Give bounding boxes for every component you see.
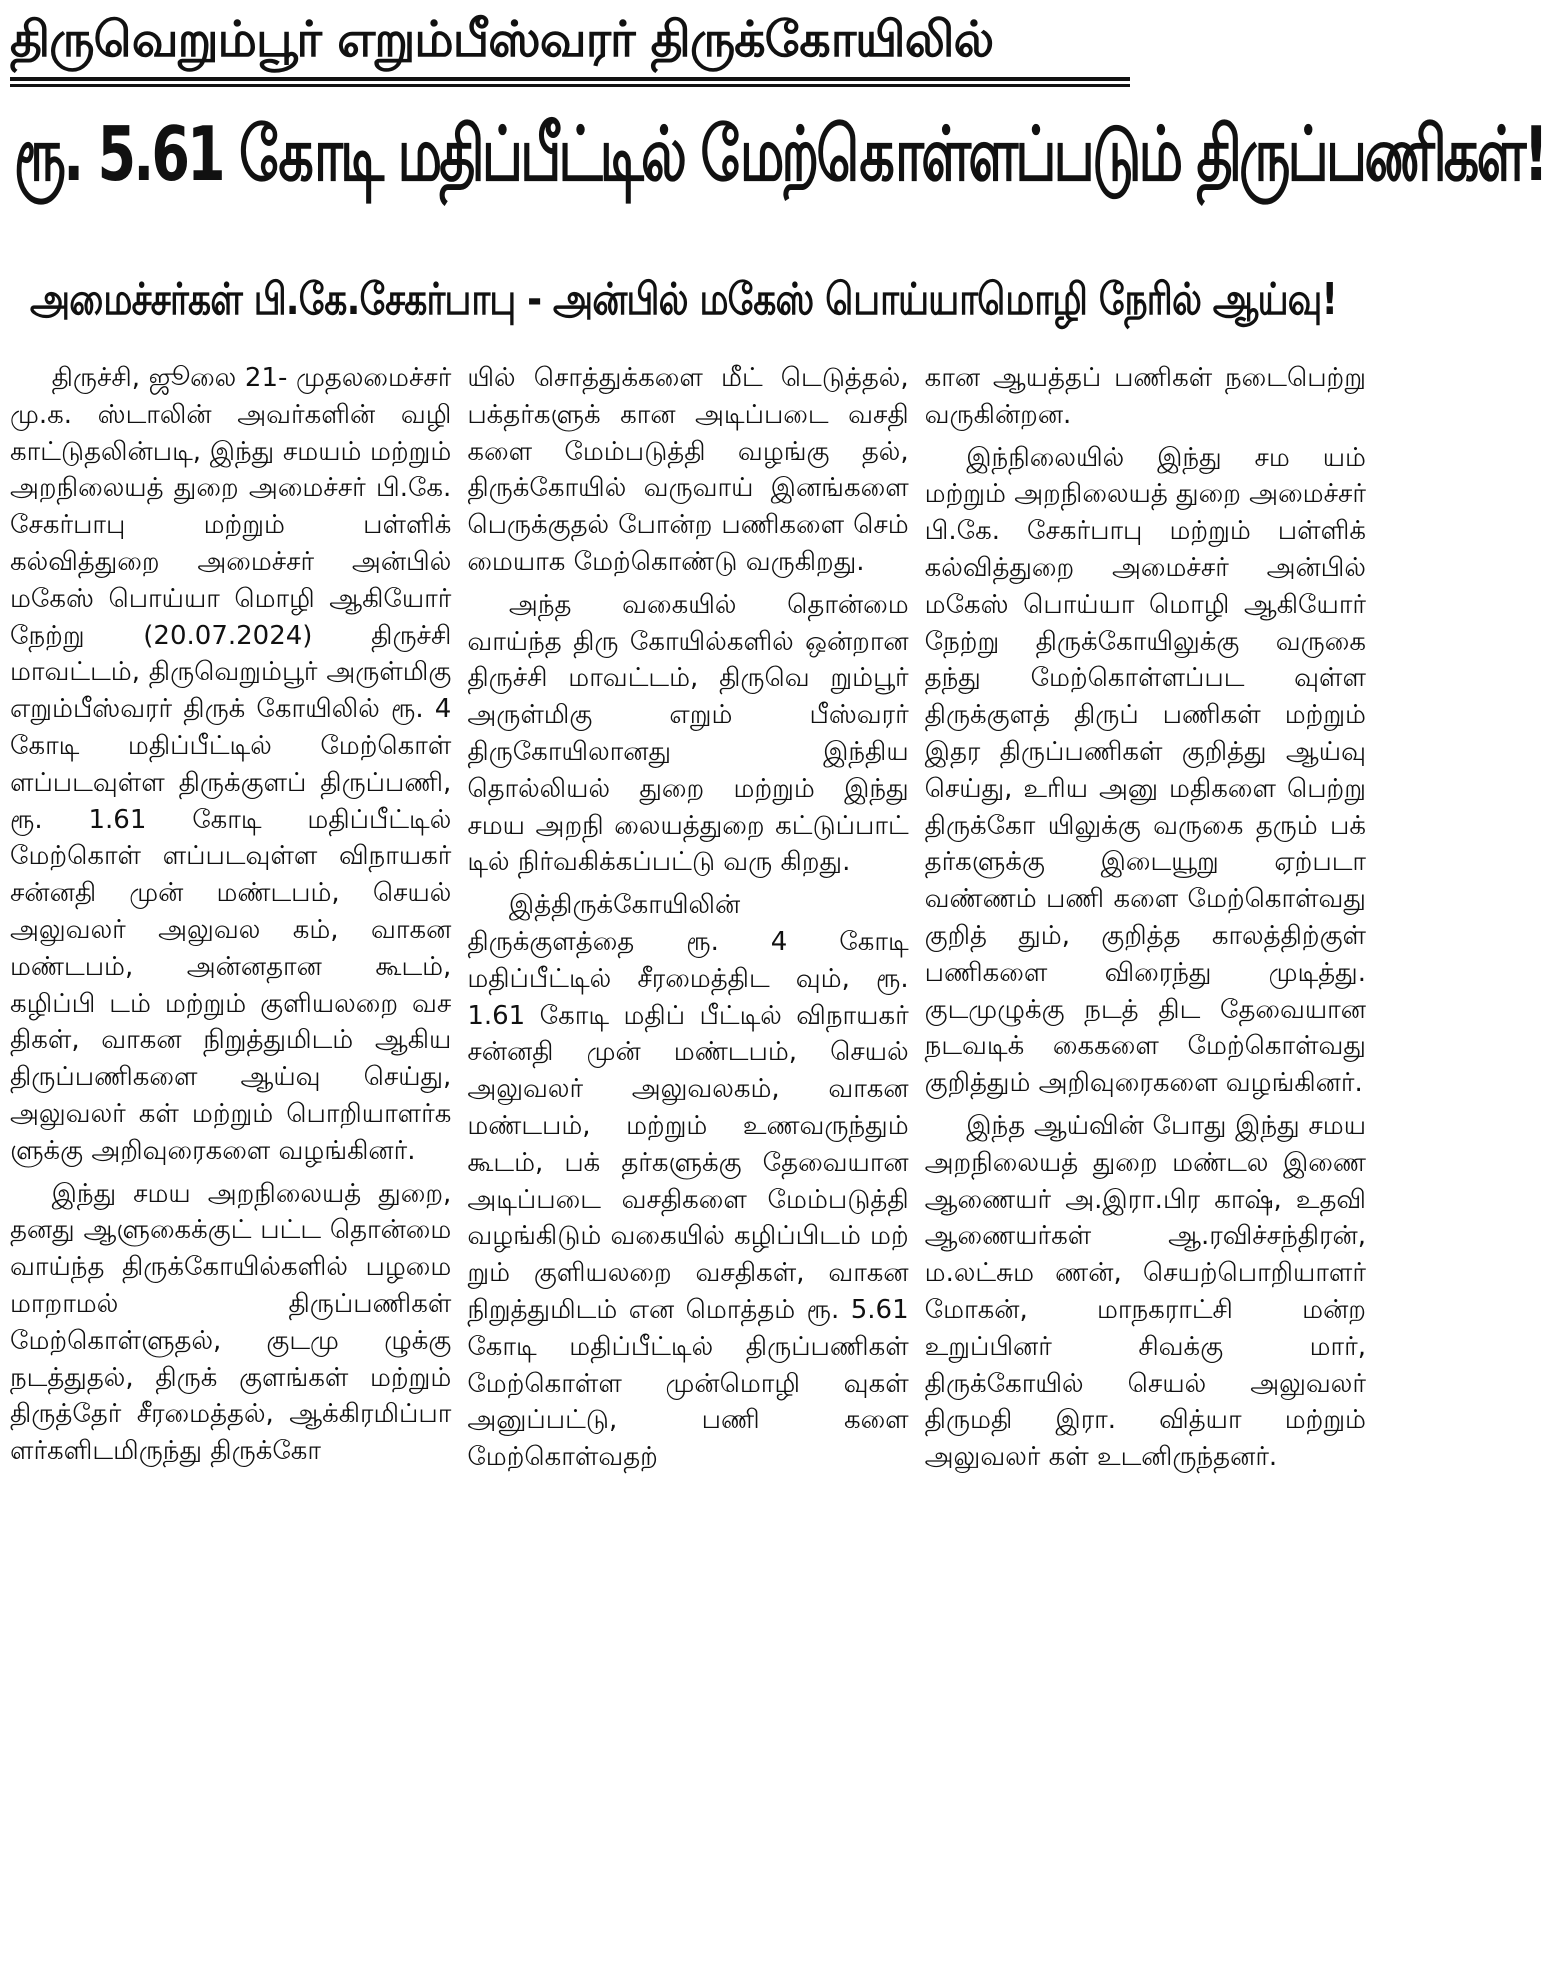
paragraph: இந்த ஆய்வின் போது இந்து சமய அறநிலையத் துறை மண்டல இணை ஆணையர் அ.இரா.பிர காஷ், உதவி ஆணையர்கள் ஆ.ரவிச்சந்திரன், ம.லட்சும ணன், செயற்பொறியாளர் மோகன், மாநகராட்சி மன்ற உறுப்பினர் சிவக்கு மார், திருக்கோயில் செயல் அலுவலர் திருமதி இரா. வித்யா மற்றும் அலுவலர் கள் உடனிருந்தனர். bbox=[924, 1110, 1366, 1473]
article-column-2 bbox=[467, 360, 908, 1970]
paragraph: திருச்சி, ஜூலை 21- முதலமைச்சர் மு.க. ஸ்டாலின் அவர்களின் வழி காட்டுதலின்படி, இந்து சமயம் மற்றும் அறநிலையத் துறை அமைச்சர் பி.கே. சேகர்பாபு மற்றும் பள்ளிக் கல்வித்துறை அமைச்சர் அன்பில் மகேஸ் பொய்யா மொழி ஆகியோர் நேற்று (20.07.2024) திருச்சி மாவட்டம், திருவெறும்பூர் அருள்மிகு எறும்பீஸ்வரர் திருக் கோயிலில் ரூ. 4 கோடி மதிப்பீட்டில் மேற்கொள் ளப்படவுள்ள திருக்குளப் திருப்பணி, ரூ. 1.61 கோடி மதிப்பீட்டில் மேற்கொள் ளப்படவுள்ள விநாயகர் சன்னதி முன் மண்டபம், செயல் அலுவலர் அலுவல கம், வாகன மண்டபம், அன்னதான கூடம், கழிப்பி டம் மற்றும் குளியலறை வச திகள், வாகன நிறுத்துமிடம் ஆகிய திருப்பணிகளை ஆய்வு செய்து, அலுவலர் கள் மற்றும் பொறியாளர்க ளுக்கு அறிவுரைகளை வழங்கினர். bbox=[10, 363, 452, 1166]
main-headline: ரூ. 5.61 கோடி மதிப்பீட்டில் மேற்கொள்ளப்படும் திருப்பணிகள்! bbox=[14, 110, 1546, 198]
paragraph: இத்திருக்கோயிலின் திருக்குளத்தை ரூ. 4 கோடி மதிப்பீட்டில் சீரமைத்திட வும், ரூ. 1.61 கோடி மதிப் பீட்டில் விநாயகர் சன்னதி முன் மண்டபம், செயல் அலுவலர் அலுவலகம், வாகன மண்டபம், மற்றும் உணவருந்தும் கூடம், பக் தர்களுக்கு தேவையான அடிப்படை வசதிகளை மேம்படுத்தி வழங்கிடும் வகையில் கழிப்பிடம் மற் றும் குளியலறை வசதிகள், வாகன நிறுத்துமிடம் என மொத்தம் ரூ. 5.61 கோடி மதிப்பீட்டில் திருப்பணிகள் மேற்கொள்ள முன்மொழி வுகள் அனுப்பட்டு, பணி களை மேற்கொள்வதற் bbox=[467, 890, 909, 1473]
paragraph: கான ஆயத்தப் பணிகள் நடைபெற்று வருகின்றன. bbox=[924, 363, 1366, 430]
kicker-underline-second bbox=[10, 84, 1130, 87]
article-column-1 bbox=[10, 360, 451, 1970]
article-body bbox=[10, 360, 1366, 1970]
sub-headline: அமைச்சர்கள் பி.கே.சேகர்பாபு - அன்பில் மகேஸ் பொய்யாமொழி நேரில் ஆய்வு! bbox=[30, 274, 1338, 325]
paragraph: அந்த வகையில் தொன்மை வாய்ந்த திரு கோயில்களில் ஒன்றான திருச்சி மாவட்டம், திருவெ றும்பூர் அருள்மிகு எறும் பீஸ்வரர் திருகோயிலானது இந்திய தொல்லியல் துறை மற்றும் இந்து சமய அறநி லையத்துறை கட்டுப்பாட் டில் நிர்வகிக்கப்பட்டு வரு கிறது. bbox=[467, 589, 909, 878]
kicker-headline: திருவெறும்பூர் எறும்பீஸ்வரர் திருக்கோயிலில் bbox=[10, 11, 994, 68]
kicker-underline bbox=[10, 77, 1130, 81]
article-column-3 bbox=[925, 360, 1366, 1970]
paragraph: இந்து சமய அறநிலையத் துறை, தனது ஆளுகைக்குட் பட்ட தொன்மை வாய்ந்த திருக்கோயில்களில் பழமை மாறாமல் திருப்பணிகள் மேற்கொள்ளுதல், குடமு ழுக்கு நடத்துதல், திருக் குளங்கள் மற்றும் திருத்தேர் சீரமைத்தல், ஆக்கிரமிப்பா ளர்களிடமிருந்து திருக்கோ bbox=[10, 1178, 452, 1467]
paragraph: யில் சொத்துக்களை மீட் டெடுத்தல், பக்தர்களுக் கான அடிப்படை வசதி களை மேம்படுத்தி வழங்கு தல், திருக்கோயில் வருவாய் இனங்களை பெருக்குதல் போன்ற பணிகளை செம் மையாக மேற்கொண்டு வருகிறது. bbox=[467, 363, 909, 577]
paragraph: இந்நிலையில் இந்து சம யம் மற்றும் அறநிலையத் துறை அமைச்சர் பி.கே. சேகர்பாபு மற்றும் பள்ளிக் கல்வித்துறை அமைச்சர் அன்பில் மகேஸ் பொய்யா மொழி ஆகியோர் நேற்று திருக்கோயிலுக்கு வருகை தந்து மேற்கொள்ளப்பட வுள்ள திருக்குளத் திருப் பணிகள் மற்றும் இதர திருப்பணிகள் குறித்து ஆய்வு செய்து, உரிய அனு மதிகளை பெற்று திருக்கோ யிலுக்கு வருகை தரும் பக் தர்களுக்கு இடையூறு ஏற்படா வண்ணம் பணி களை மேற்கொள்வது குறித் தும், குறித்த காலத்திற்குள் பணிகளை விரைந்து முடித்து. குடமுழுக்கு நடத் திட தேவையான நடவடிக் கைகளை மேற்கொள்வது குறித்தும் அறிவுரைகளை வழங்கினர். bbox=[924, 442, 1366, 1099]
